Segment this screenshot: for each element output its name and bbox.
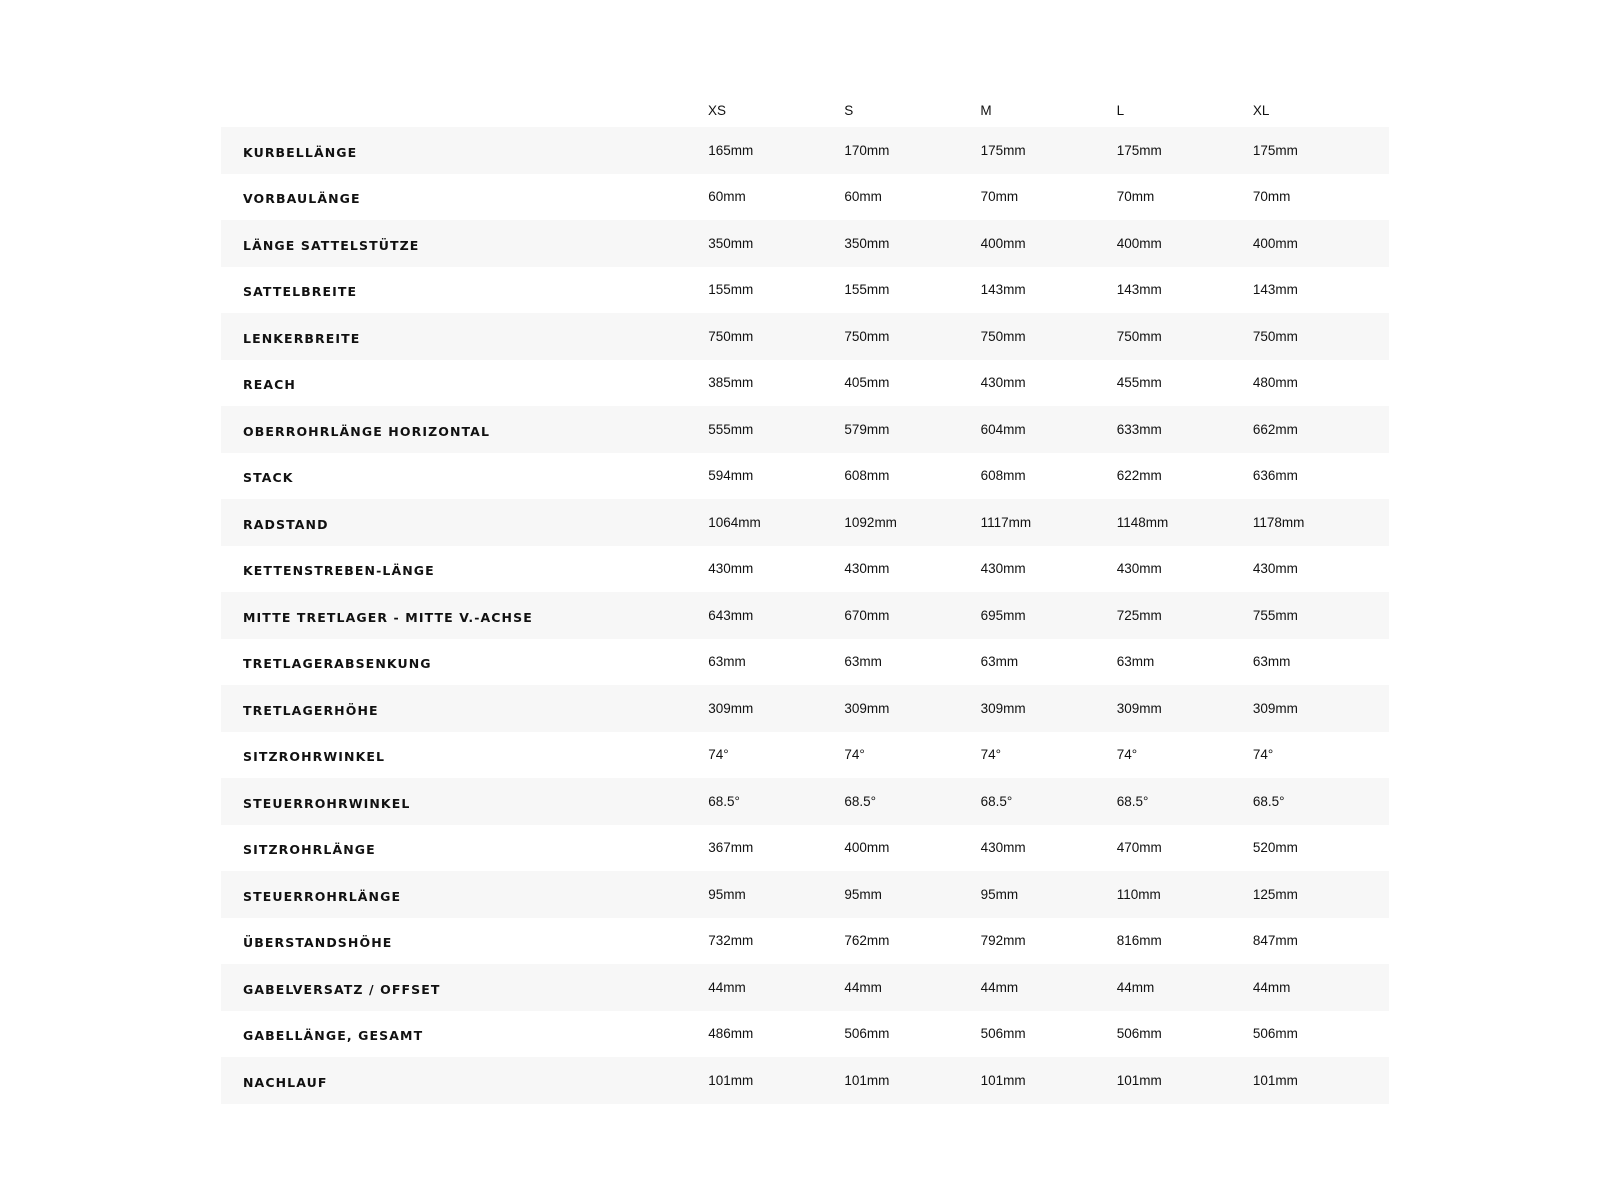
- row-value: 367mm: [708, 840, 754, 856]
- row-value: 63mm: [980, 654, 1019, 670]
- row-value: 506mm: [1116, 1026, 1162, 1042]
- row-value: 309mm: [980, 700, 1026, 716]
- row-value: 175mm: [1116, 142, 1162, 158]
- row-value: 95mm: [708, 886, 746, 902]
- row-value: 670mm: [844, 607, 890, 623]
- row-value: 63mm: [1252, 654, 1291, 670]
- row-label: SITZROHRLÄNGE: [243, 842, 376, 858]
- row-value: 101mm: [1252, 1072, 1298, 1088]
- row-value: 400mm: [1116, 235, 1162, 251]
- row-value: 506mm: [980, 1026, 1026, 1042]
- row-value: 430mm: [708, 561, 754, 577]
- row-label: GABELVERSATZ / OFFSET: [243, 981, 441, 997]
- row-value: 732mm: [708, 933, 754, 949]
- row-value: 750mm: [1116, 328, 1162, 344]
- row-value: 70mm: [1116, 189, 1155, 205]
- row-value: 74°: [708, 747, 729, 763]
- table-row: [221, 313, 1389, 360]
- table-row: [221, 1011, 1389, 1058]
- size-header-l: L: [1116, 103, 1125, 118]
- row-value: 143mm: [1116, 282, 1162, 298]
- row-value: 68.5°: [1116, 793, 1149, 809]
- table-row: [221, 127, 1389, 174]
- table-row: [221, 453, 1389, 500]
- row-value: 63mm: [1116, 654, 1155, 670]
- row-value: 604mm: [980, 421, 1026, 437]
- row-label: NACHLAUF: [243, 1074, 328, 1090]
- table-row: [221, 732, 1389, 779]
- row-value: 750mm: [980, 328, 1026, 344]
- row-value: 486mm: [708, 1026, 754, 1042]
- row-value: 68.5°: [708, 793, 740, 809]
- size-header-m: M: [980, 103, 992, 118]
- row-value: 455mm: [1116, 375, 1162, 391]
- size-header-s: S: [844, 103, 854, 118]
- row-value: 643mm: [708, 607, 754, 623]
- row-value: 405mm: [844, 375, 890, 391]
- size-header-xl: XL: [1252, 103, 1270, 118]
- row-value: 70mm: [980, 189, 1019, 205]
- row-value: 608mm: [980, 468, 1026, 484]
- table-row: [221, 267, 1389, 314]
- row-value: 430mm: [980, 561, 1026, 577]
- row-value: 506mm: [1252, 1026, 1298, 1042]
- row-value: 506mm: [844, 1026, 890, 1042]
- row-value: 170mm: [844, 142, 890, 158]
- row-label: LÄNGE SATTELSTÜTZE: [243, 237, 420, 253]
- row-value: 633mm: [1116, 421, 1162, 437]
- row-value: 44mm: [1116, 979, 1155, 995]
- row-value: 101mm: [844, 1072, 890, 1088]
- row-value: 430mm: [980, 375, 1026, 391]
- row-value: 430mm: [1252, 561, 1298, 577]
- row-value: 44mm: [1252, 979, 1291, 995]
- table-row: [221, 639, 1389, 686]
- row-value: 74°: [1116, 747, 1138, 763]
- row-label: VORBAULÄNGE: [243, 191, 361, 207]
- row-value: 608mm: [844, 468, 890, 484]
- row-value: 155mm: [708, 282, 754, 298]
- row-value: 430mm: [844, 561, 890, 577]
- row-value: 725mm: [1116, 607, 1162, 623]
- row-value: 400mm: [844, 840, 890, 856]
- row-label: STEUERROHRLÄNGE: [243, 888, 402, 904]
- row-value: 480mm: [1252, 375, 1298, 391]
- row-value: 816mm: [1116, 933, 1162, 949]
- row-value: 44mm: [980, 979, 1019, 995]
- table-row: [221, 685, 1389, 732]
- row-value: 74°: [980, 747, 1001, 763]
- row-value: 594mm: [708, 468, 754, 484]
- row-value: 44mm: [708, 979, 746, 995]
- table-row: [221, 499, 1389, 546]
- table-row: [221, 825, 1389, 872]
- geometry-table: [221, 82, 1389, 1104]
- row-label: STACK: [243, 470, 294, 486]
- table-row: [221, 546, 1389, 593]
- row-value: 309mm: [1252, 700, 1298, 716]
- row-value: 95mm: [844, 886, 882, 902]
- row-label: STEUERROHRWINKEL: [243, 795, 411, 811]
- row-value: 44mm: [844, 979, 882, 995]
- table-row: [221, 360, 1389, 407]
- row-value: 309mm: [708, 700, 754, 716]
- row-value: 101mm: [708, 1072, 754, 1088]
- row-label: LENKERBREITE: [243, 330, 361, 346]
- row-value: 70mm: [1252, 189, 1291, 205]
- row-value: 636mm: [1252, 468, 1298, 484]
- table-row: [221, 174, 1389, 221]
- row-value: 175mm: [980, 142, 1026, 158]
- row-value: 101mm: [980, 1072, 1026, 1088]
- table-row: [221, 406, 1389, 453]
- table-row: [221, 1057, 1389, 1104]
- row-value: 1092mm: [844, 514, 897, 530]
- row-value: 792mm: [980, 933, 1026, 949]
- row-value: 68.5°: [1252, 793, 1285, 809]
- row-value: 63mm: [708, 654, 746, 670]
- row-value: 755mm: [1252, 607, 1298, 623]
- row-value: 309mm: [844, 700, 890, 716]
- row-value: 63mm: [844, 654, 882, 670]
- row-value: 579mm: [844, 421, 890, 437]
- row-value: 1117mm: [980, 514, 1032, 530]
- row-label: ÜBERSTANDSHÖHE: [243, 935, 393, 951]
- row-label: KURBELLÄNGE: [243, 144, 358, 160]
- size-header-row: [221, 82, 1389, 127]
- row-label: GABELLÄNGE, GESAMT: [243, 1028, 424, 1044]
- row-value: 125mm: [1252, 886, 1298, 902]
- row-value: 750mm: [1252, 328, 1298, 344]
- row-value: 695mm: [980, 607, 1026, 623]
- row-label: MITTE TRETLAGER - MITTE V.-ACHSE: [243, 609, 533, 625]
- row-label: TRETLAGERABSENKUNG: [243, 656, 432, 672]
- row-value: 520mm: [1252, 840, 1298, 856]
- row-value: 350mm: [708, 235, 754, 251]
- row-value: 385mm: [708, 375, 754, 391]
- row-value: 101mm: [1116, 1072, 1162, 1088]
- size-header-xs: XS: [708, 103, 727, 118]
- row-value: 430mm: [980, 840, 1026, 856]
- row-value: 1064mm: [708, 514, 761, 530]
- row-value: 143mm: [980, 282, 1026, 298]
- row-label: OBERROHRLÄNGE HORIZONTAL: [243, 423, 491, 439]
- row-label: TRETLAGERHÖHE: [243, 702, 379, 718]
- row-value: 175mm: [1252, 142, 1298, 158]
- row-value: 750mm: [844, 328, 890, 344]
- row-value: 74°: [844, 747, 865, 763]
- row-value: 95mm: [980, 886, 1019, 902]
- row-value: 750mm: [708, 328, 754, 344]
- row-value: 74°: [1252, 747, 1274, 763]
- table-row: [221, 778, 1389, 825]
- row-label: SITZROHRWINKEL: [243, 749, 386, 765]
- row-value: 400mm: [1252, 235, 1298, 251]
- row-value: 110mm: [1116, 886, 1161, 902]
- table-row: [221, 918, 1389, 965]
- table-row: [221, 220, 1389, 267]
- row-label: RADSTAND: [243, 516, 329, 532]
- row-value: 470mm: [1116, 840, 1162, 856]
- row-value: 662mm: [1252, 421, 1298, 437]
- table-row: [221, 871, 1389, 918]
- row-value: 847mm: [1252, 933, 1298, 949]
- table-row: [221, 592, 1389, 639]
- row-value: 155mm: [844, 282, 890, 298]
- row-value: 60mm: [844, 189, 882, 205]
- row-value: 400mm: [980, 235, 1026, 251]
- row-value: 1148mm: [1116, 514, 1169, 530]
- row-value: 309mm: [1116, 700, 1162, 716]
- row-value: 762mm: [844, 933, 890, 949]
- row-value: 350mm: [844, 235, 890, 251]
- row-label: KETTENSTREBEN-LÄNGE: [243, 563, 435, 579]
- row-value: 60mm: [708, 189, 746, 205]
- row-value: 143mm: [1252, 282, 1298, 298]
- row-value: 1178mm: [1252, 514, 1305, 530]
- row-label: REACH: [243, 377, 296, 393]
- row-value: 165mm: [708, 142, 754, 158]
- table-body: [221, 127, 1389, 1104]
- row-value: 555mm: [708, 421, 754, 437]
- row-value: 430mm: [1116, 561, 1162, 577]
- row-label: SATTELBREITE: [243, 284, 358, 300]
- row-value: 68.5°: [980, 793, 1013, 809]
- row-value: 68.5°: [844, 793, 877, 809]
- row-value: 622mm: [1116, 468, 1162, 484]
- table-row: [221, 964, 1389, 1011]
